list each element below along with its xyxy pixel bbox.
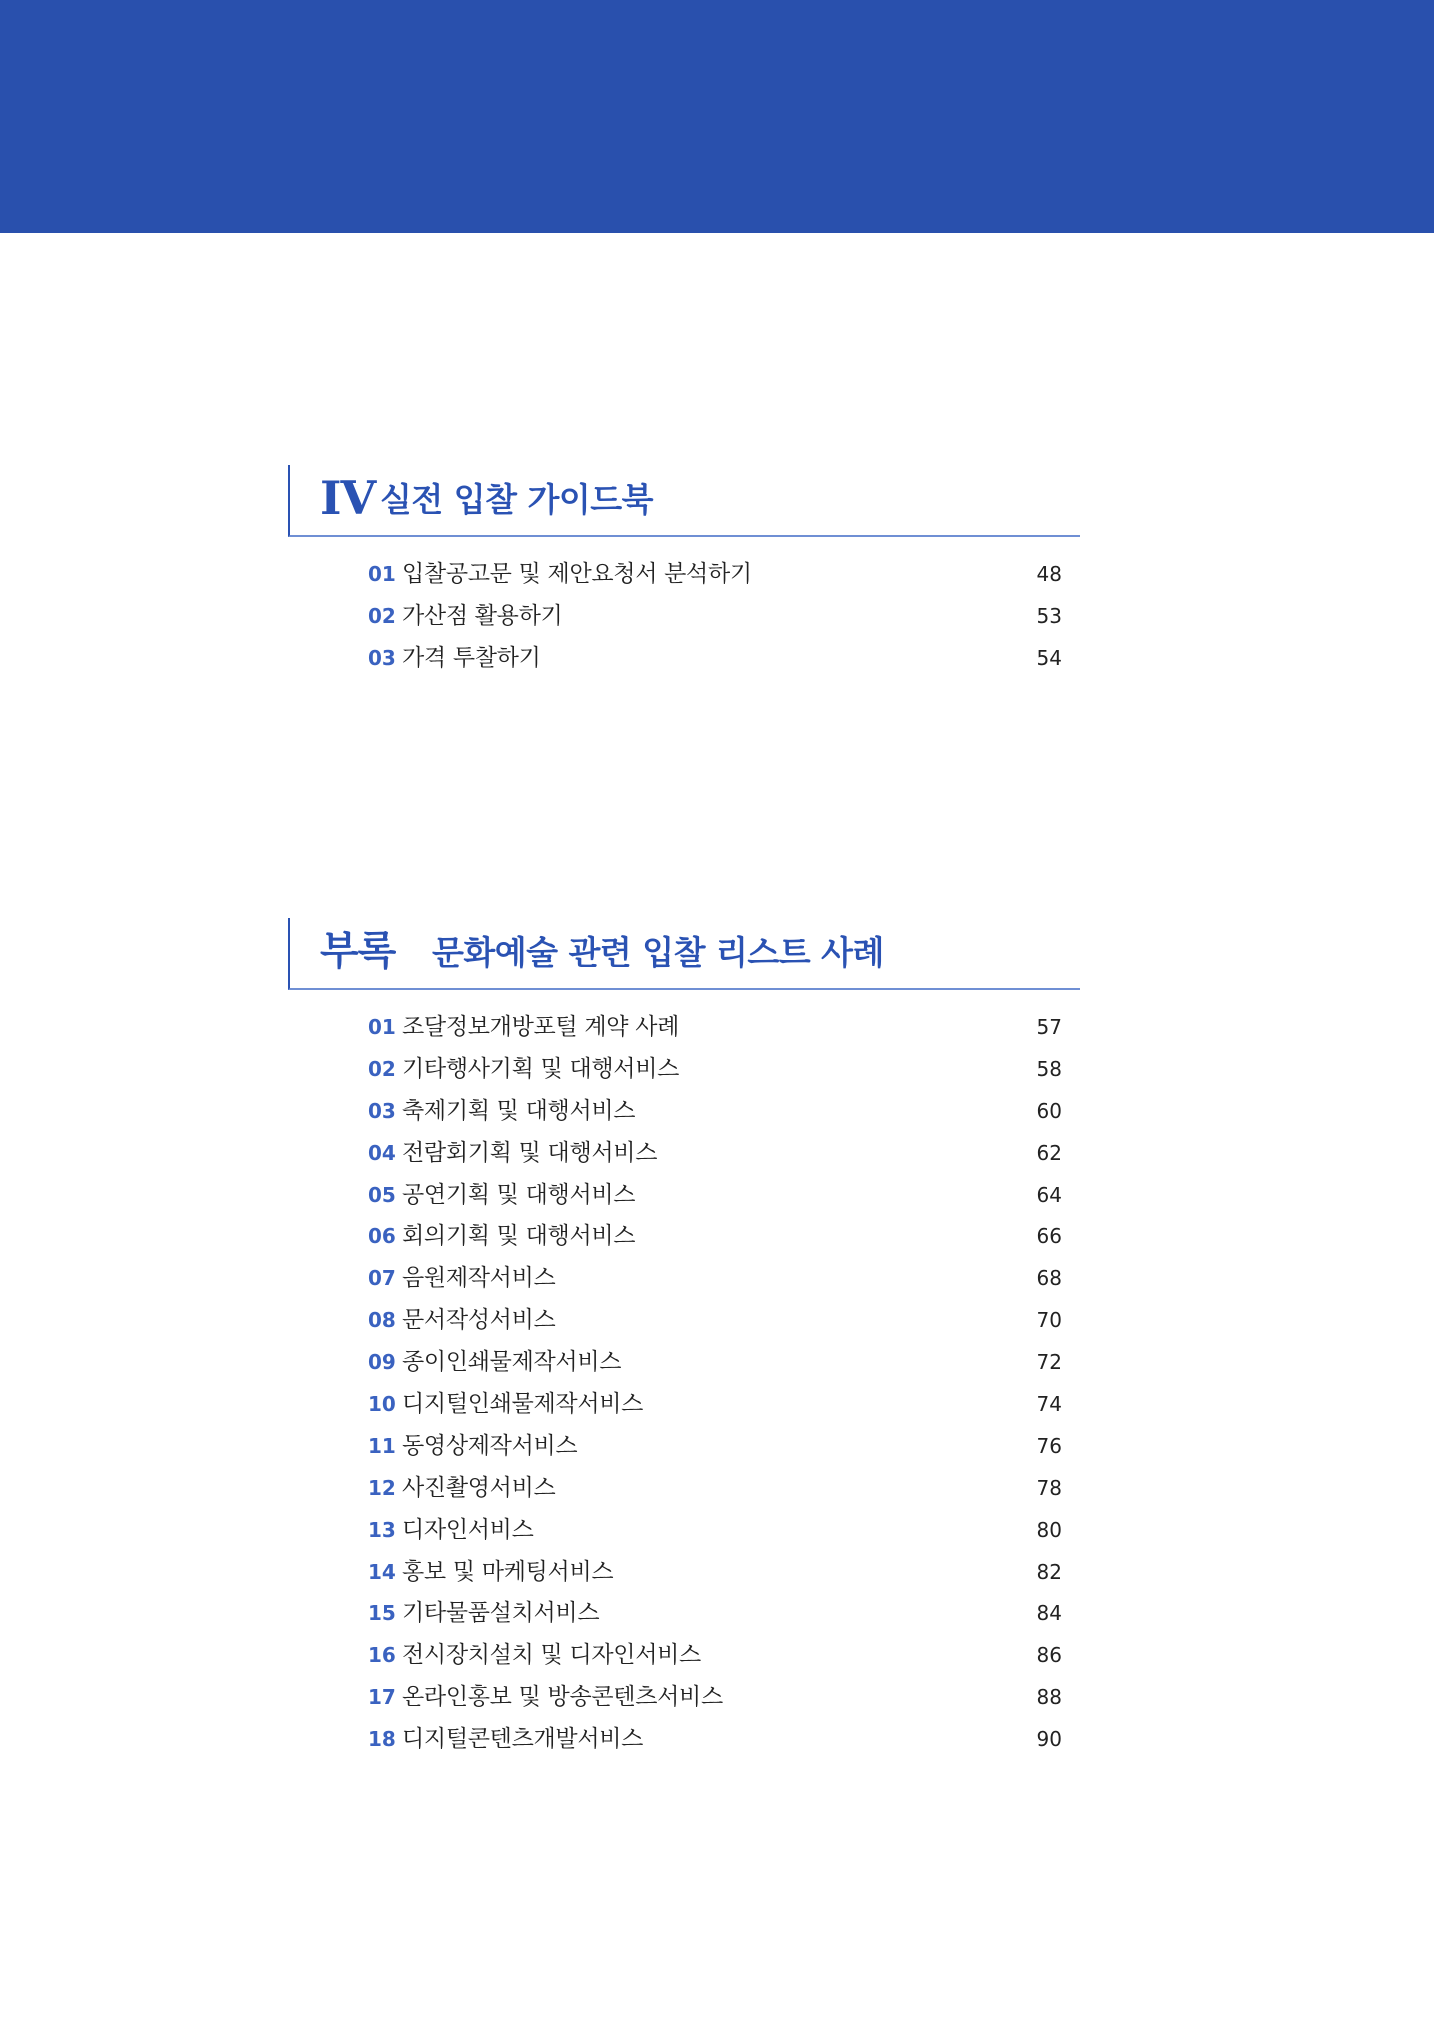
- toc-entry-number: 14: [368, 1559, 396, 1584]
- toc-entry-label: 기타물품설치서비스: [402, 1600, 600, 1627]
- toc-entry[interactable]: [288, 1384, 1080, 1426]
- toc-entry-number: 08: [368, 1308, 396, 1333]
- toc-entry-label: 동영상제작서비스: [402, 1432, 578, 1459]
- toc-entry-label: 종이인쇄물제작서비스: [402, 1349, 622, 1376]
- toc-entry-label: 디지털콘텐츠개발서비스: [402, 1726, 644, 1753]
- toc-entry-number: 18: [368, 1727, 396, 1752]
- toc-list: [288, 1007, 1080, 1761]
- toc-entry-label: 문서작성서비스: [402, 1307, 556, 1334]
- toc-entry-page: 60: [1036, 1098, 1062, 1123]
- toc-entry-label: 음원제작서비스: [402, 1265, 556, 1292]
- toc-entry-number: 01: [368, 1015, 396, 1039]
- toc-entry-label: 축제기획 및 대행서비스: [402, 1097, 636, 1124]
- toc-entry[interactable]: [288, 554, 1080, 596]
- toc-entry-page: 68: [1036, 1266, 1062, 1291]
- toc-entry-page: 76: [1036, 1433, 1062, 1458]
- section-title: 문화예술 관련 입찰 리스트 사례: [432, 933, 884, 972]
- toc-entry-label: 공연기획 및 대행서비스: [402, 1181, 636, 1208]
- toc-entry-label: 입찰공고문 및 제안요청서 분석하기: [402, 561, 752, 587]
- toc-section-appendix: [288, 918, 1080, 1761]
- toc-entry-number: 09: [368, 1350, 396, 1375]
- top-color-band: [0, 0, 1434, 233]
- toc-entry[interactable]: [288, 1133, 1080, 1175]
- toc-entry-page: 66: [1036, 1224, 1062, 1249]
- toc-entry-number: 15: [368, 1601, 396, 1626]
- toc-entry[interactable]: [288, 1635, 1080, 1677]
- toc-section-iv: [288, 465, 1080, 680]
- toc-entry[interactable]: [288, 1426, 1080, 1468]
- section-header: [288, 918, 1080, 990]
- toc-entry[interactable]: [288, 596, 1080, 638]
- toc-entry-page: 88: [1036, 1685, 1062, 1710]
- toc-entry-label: 홍보 및 마케팅서비스: [402, 1558, 614, 1585]
- toc-entry[interactable]: [288, 1677, 1080, 1719]
- toc-entry-label: 회의기획 및 대행서비스: [402, 1223, 636, 1250]
- toc-list: [288, 554, 1080, 680]
- toc-entry-number: 02: [368, 603, 396, 628]
- toc-entry[interactable]: [288, 1175, 1080, 1217]
- toc-entry[interactable]: [288, 1552, 1080, 1594]
- toc-entry[interactable]: [288, 1719, 1080, 1761]
- toc-entry-number: 12: [368, 1475, 396, 1500]
- toc-entry-label: 기타행사기획 및 대행서비스: [402, 1055, 680, 1082]
- toc-entry-label: 조달정보개방포털 계약 사례: [402, 1014, 680, 1040]
- toc-entry-label: 사진촬영서비스: [402, 1474, 556, 1501]
- toc-entry-page: 84: [1036, 1601, 1062, 1626]
- toc-entry-page: 90: [1036, 1727, 1062, 1752]
- toc-entry-number: 02: [368, 1056, 396, 1081]
- toc-entry-number: 03: [368, 645, 396, 670]
- toc-entry-number: 17: [368, 1685, 396, 1710]
- toc-entry-label: 디지털인쇄물제작서비스: [402, 1391, 644, 1418]
- toc-entry-page: 62: [1036, 1140, 1062, 1165]
- toc-entry-number: 11: [368, 1433, 396, 1458]
- toc-entry[interactable]: [288, 1510, 1080, 1552]
- toc-entry-label: 온라인홍보 및 방송콘텐츠서비스: [402, 1684, 723, 1711]
- toc-entry[interactable]: [288, 1468, 1080, 1510]
- toc-entry-page: 80: [1036, 1517, 1062, 1542]
- toc-entry-page: 64: [1036, 1182, 1062, 1207]
- toc-entry-label: 디자인서비스: [402, 1516, 534, 1543]
- toc-entry-number: 07: [368, 1266, 396, 1291]
- toc-entry-page: 58: [1036, 1056, 1062, 1081]
- toc-entry[interactable]: [288, 1216, 1080, 1258]
- toc-entry-number: 01: [368, 562, 396, 586]
- toc-entry-label: 전람회기획 및 대행서비스: [402, 1139, 658, 1166]
- toc-entry[interactable]: [288, 638, 1080, 680]
- toc-entry-page: 48: [1036, 562, 1062, 586]
- toc-entry[interactable]: [288, 1007, 1080, 1049]
- toc-entry[interactable]: [288, 1091, 1080, 1133]
- toc-entry-label: 전시장치설치 및 디자인서비스: [402, 1642, 701, 1669]
- toc-entry-page: 53: [1036, 603, 1062, 628]
- toc-entry[interactable]: [288, 1342, 1080, 1384]
- toc-entry-page: 78: [1036, 1475, 1062, 1500]
- section-number: IV: [320, 471, 376, 525]
- toc-entry-page: 57: [1036, 1015, 1062, 1039]
- toc-entry-label: 가격 투찰하기: [402, 644, 541, 671]
- toc-entry-page: 74: [1036, 1392, 1062, 1417]
- toc-entry-page: 72: [1036, 1350, 1062, 1375]
- section-number: 부록: [320, 928, 396, 974]
- toc-entry-number: 16: [368, 1643, 396, 1668]
- toc-entry-page: 54: [1036, 645, 1062, 670]
- toc-entry-label: 가산점 활용하기: [402, 602, 563, 629]
- toc-entry-number: 03: [368, 1098, 396, 1123]
- toc-entry-page: 86: [1036, 1643, 1062, 1668]
- section-title: 실전 입찰 가이드북: [380, 480, 654, 519]
- toc-entry-number: 10: [368, 1392, 396, 1417]
- toc-entry-number: 05: [368, 1182, 396, 1207]
- toc-entry-number: 13: [368, 1517, 396, 1542]
- toc-entry-number: 06: [368, 1224, 396, 1249]
- toc-entry[interactable]: [288, 1593, 1080, 1635]
- toc-entry-page: 82: [1036, 1559, 1062, 1584]
- toc-entry[interactable]: [288, 1300, 1080, 1342]
- toc-entry-page: 70: [1036, 1308, 1062, 1333]
- toc-entry[interactable]: [288, 1258, 1080, 1300]
- toc-entry[interactable]: [288, 1049, 1080, 1091]
- toc-entry-number: 04: [368, 1140, 396, 1165]
- section-header: [288, 465, 1080, 537]
